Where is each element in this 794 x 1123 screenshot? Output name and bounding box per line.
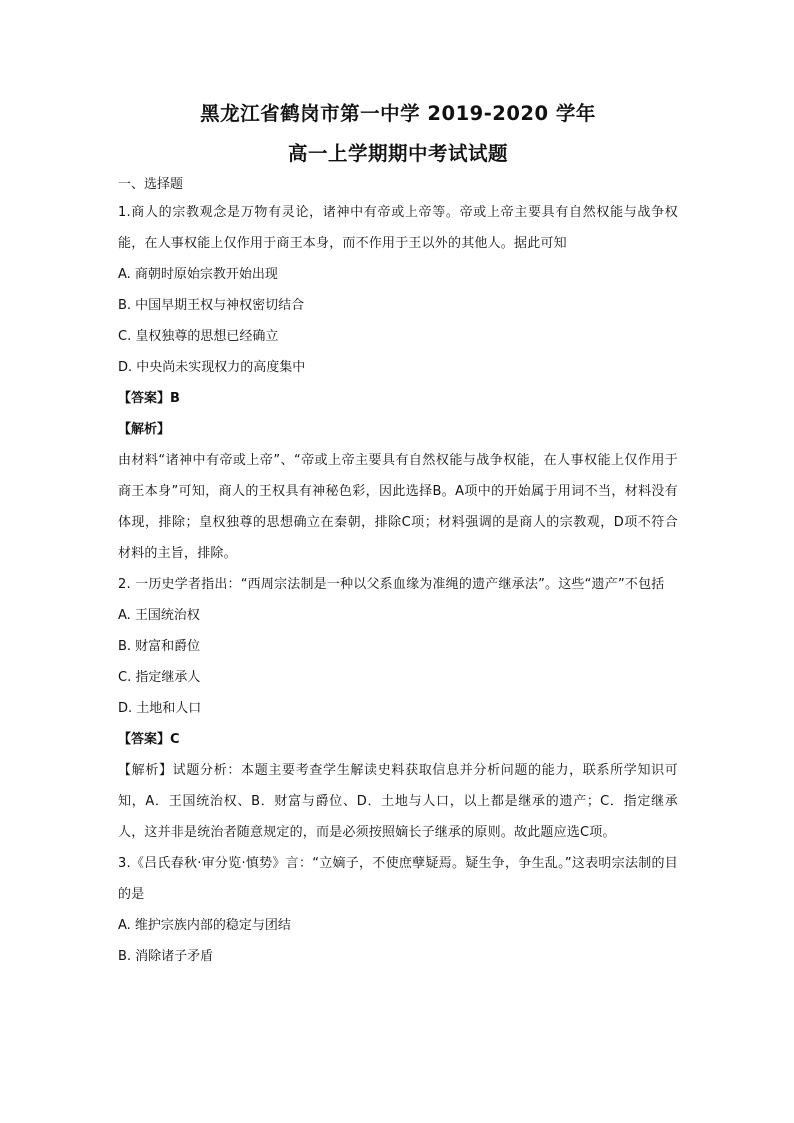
question-2-analysis: 【解析】试题分析：本题主要考查学生解读史料获取信息并分析问题的能力，联系所学知识可知，A．王国统治权、B．财富与爵位、D．土地与人口，以上都是继承的遗产；C．指定继承人，这并非是统治者随意规定的，而是必须按照嫡长子继承的原则。故此题应选C项。 — [118, 763, 678, 840]
question-1-stem: 1.商人的宗教观念是万物有灵论，诸神中有帝或上帝等。帝或上帝主要具有自然权能与战争权能，在人事权能上仅作用于商王本身，而不作用于王以外的其他人。据此可知 — [118, 205, 678, 251]
question-3-option-a: A. 维护宗族内部的稳定与团结 — [118, 918, 291, 933]
question-2-stem: 2. 一历史学者指出：“西周宗法制是一种以父系血缘为准绳的遗产继承法”。这些“遗产”不包括 — [118, 577, 665, 592]
question-1-option-c: C. 皇权独尊的思想已经确立 — [118, 329, 279, 344]
question-2-option-a: A. 王国统治权 — [118, 608, 200, 623]
question-1-analysis: 由材料“诸神中有帝或上帝”、“帝或上帝主要具有自然权能与战争权能，在人事权能上仅作用于商王本身”可知，商人的王权具有神秘色彩，因此选择B。A项中的开始属于用词不当，材料没有体现，排除；皇权独尊的思想确立在秦朝，排除C项；材料强调的是商人的宗教观，D项不符合材料的主旨，排除。 — [118, 453, 678, 561]
question-2-option-c: C. 指定继承人 — [118, 670, 201, 685]
question-2-answer: 【答案】C — [118, 732, 180, 747]
question-1-answer: 【答案】B — [118, 391, 180, 406]
document-title-line-2: 高一上学期期中考试试题 — [287, 142, 508, 165]
document-page — [118, 96, 678, 972]
question-2-option-b: B. 财富和爵位 — [118, 639, 201, 654]
question-1-option-a: A. 商朝时原始宗教开始出现 — [118, 267, 278, 282]
section-heading: 一、选择题 — [118, 177, 184, 192]
question-1-option-d: D. 中央尚未实现权力的高度集中 — [118, 360, 306, 375]
question-1-analysis-label: 【解析】 — [118, 422, 171, 437]
document-title-line-1: 黑龙江省鹤岗市第一中学 2019-2020 学年 — [200, 102, 596, 125]
question-2-option-d: D. 土地和人口 — [118, 701, 202, 716]
question-1-option-b: B. 中国早期王权与神权密切结合 — [118, 298, 305, 313]
question-3-option-b: B. 消除诸子矛盾 — [118, 949, 214, 964]
question-3-stem: 3.《吕氏春秋·审分览·慎势》言：“立嫡子，不使庶孽疑焉。疑生争，争生乱。”这表明宗法制的目的是 — [118, 856, 678, 902]
